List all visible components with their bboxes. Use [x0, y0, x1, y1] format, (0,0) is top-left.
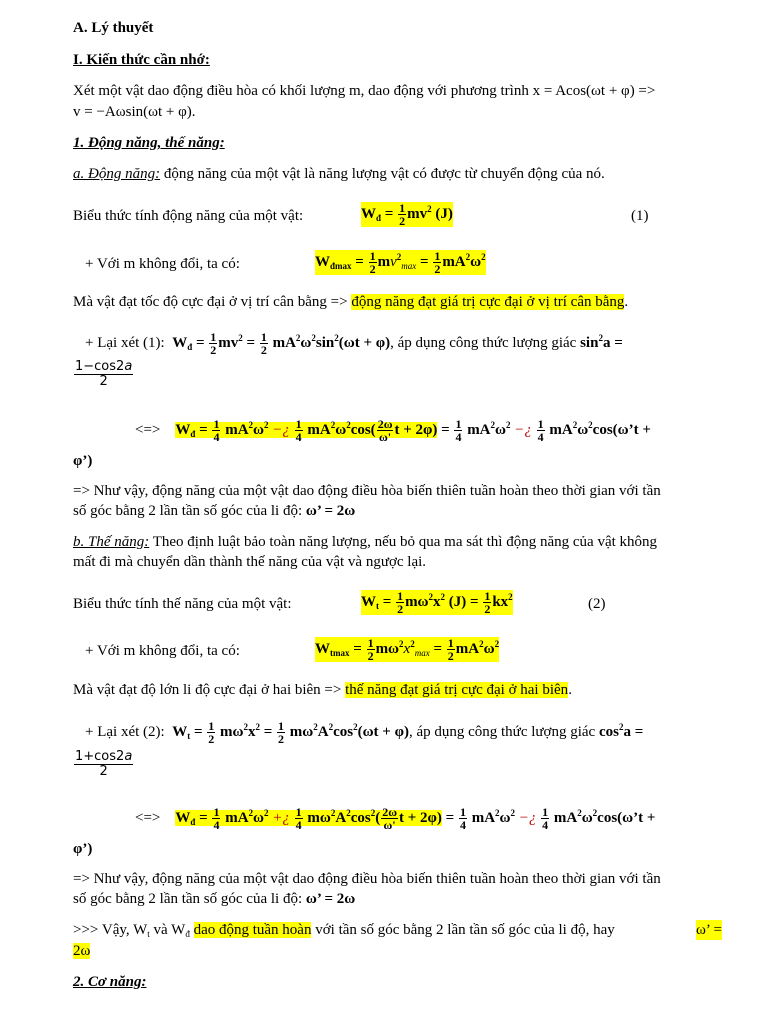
potential-definition-1 [73, 532, 722, 552]
kinetic-m-const: + Với m không đổi, ta có: [85, 256, 240, 272]
summary-line-1: >>> Vậy, $W_t$ và $W_đ$ dao động tuần hoàn với tần số góc bằng 2 lần tần số góc của li độ, hay ω’ = [73, 922, 722, 939]
potential-m-const: + Với m không đổi, ta có: [85, 643, 240, 659]
kinetic-reconsider-row [85, 331, 722, 356]
potential-formula: $W_t$ = $\frac{1}{2}$ $m\omega^2x^2$ (J) = $\frac{1}{2}$ $kx^2$ [361, 589, 513, 616]
kinetic-trig-fraction: $\frac{1-\cos 2a}{2}$ [75, 359, 133, 389]
kinetic-reconsider-a: + Lại xét (1): [85, 334, 165, 351]
kinetic-expansion-row: <=> $W_đ$ = $\frac{1}{4}$ $mA^2\omega^2$ −¿ $\frac{1}{4}$ $mA^2\omega^2\cos$( $\frac{2\omega}{\omega'}$ t + 2φ) = $\frac{1}{4}$ $mA^2\omega^2$ −¿ $\frac{1}{4}$ $mA^2\omega^2\cos(\omega’t$ + [135, 417, 651, 444]
potential-max-note-highlight: thế năng đạt giá trị cực đại ở hai biên [345, 682, 569, 698]
potential-conclusion-2-text: số góc bằng 2 lần tần số góc của li độ: [73, 891, 306, 907]
potential-omega-relation: ω’ = 2ω [305, 891, 356, 907]
summary-d: với tần số góc bằng 2 lần tần số góc của li độ, hay [311, 922, 615, 938]
summary-a: >>> Vậy, W [73, 922, 148, 938]
kinetic-conclusion-2-text: số góc bằng 2 lần tần số góc của li độ: [73, 503, 306, 519]
summary-b: và W [149, 922, 186, 938]
intro-line-2: v = −Aωsin(ωt + φ). [73, 104, 196, 120]
kinetic-reconsider-formula: $W_đ$ = $\frac{1}{2}$ $mv^2$ = $\frac{1}{2}$ $mA^2\omega^2\sin^2(\omega t + \varphi)$ [168, 330, 391, 357]
section-1-title: I. Kiến thức cần nhớ: [73, 52, 210, 68]
kinetic-conclusion-2 [73, 501, 722, 521]
kinetic-label: a. Động năng: [73, 166, 161, 182]
summary-highlight: dao động tuần hoàn [193, 922, 312, 938]
potential-reconsider-row [85, 720, 722, 745]
potential-conclusion-2 [73, 889, 722, 909]
kinetic-formula: $W_đ$ = $\frac{1}{2}$ $mv^2$ (J) [361, 201, 453, 228]
potential-label: b. Thế năng: [73, 534, 150, 550]
kinetic-expression-row [73, 201, 722, 228]
summary-omega-eq: ω’ = [696, 922, 722, 938]
kinetic-expansion-result: = $\frac{1}{4}$ $mA^2\omega^2$ −¿ $\frac{1}{4}$ $mA^2\omega^2\cos(\omega’t$ + [441, 417, 651, 444]
kinetic-max-note: Mà vật đạt tốc độ cực đại ở vị trí cân bằng => động năng đạt giá trị cực đại ở vị trí cân bằng. [73, 294, 629, 310]
intro-line-1: Xét một vật dao động điều hòa có khối lượng m, dao động với phương trình x = Acos(ωt + φ) => [73, 83, 656, 99]
potential-expansion-tail: φ’) [73, 841, 93, 857]
potential-max-note-a: Mà vật đạt độ lớn li độ cực đại ở hai biên => [73, 682, 346, 698]
potential-reconsider-b: , áp dụng công thức lượng giác [408, 723, 599, 740]
potential-expr-text: Biểu thức tính thế năng của một vật: [73, 596, 292, 612]
potential-eq-num: (2) [588, 596, 606, 612]
potential-def-1: Theo định luật bảo toàn năng lượng, nếu bỏ qua ma sát thì động năng của vật không [149, 534, 658, 550]
potential-definition-2: mất đi mà chuyển dần thành thế năng của vật và ngược lại. [73, 554, 427, 570]
potential-conclusion-1: => Như vậy, động năng của một vật dao động điều hòa biến thiên tuần hoàn theo thời gian với tần [73, 871, 661, 887]
potential-expression-row [73, 589, 722, 616]
kinetic-expansion-tail: φ’) [73, 453, 93, 469]
heading-mechanical: 2. Cơ năng: [73, 974, 147, 990]
section-a-title: A. Lý thuyết [73, 20, 154, 36]
kinetic-max-formula: $W_{đmax}$ = $\frac{1}{2}$ $mv^2_{max}$ = $\frac{1}{2}$ $mA^2\omega^2$ [315, 249, 486, 276]
summary-line-2 [73, 941, 722, 961]
kinetic-max-note-highlight: động năng đạt giá trị cực đại ở vị trí cân bằng [351, 294, 625, 310]
kinetic-expr-text: Biểu thức tính động năng của một vật: [73, 208, 304, 224]
potential-reconsider-a: + Lại xét (2): [85, 723, 165, 740]
potential-trig-fraction: $\frac{1+\cos 2a}{2}$ [75, 749, 133, 779]
summary-2omega: 2ω [73, 943, 91, 959]
potential-max-note: Mà vật đạt độ lớn li độ cực đại ở hai biên => thế năng đạt giá trị cực đại ở hai biên. [73, 682, 572, 698]
kinetic-max-note-a: Mà vật đạt tốc độ cực đại ở vị trí cân bằng => [73, 294, 352, 310]
kinetic-definition [73, 164, 722, 184]
kinetic-expansion-formula: $W_đ$ = $\frac{1}{4}$ $mA^2\omega^2$ −¿ $\frac{1}{4}$ $mA^2\omega^2\cos$( $\frac{2\omega}{\omega'}$ t + 2φ) [175, 417, 438, 444]
kinetic-trig-identity: $\sin^2a$ = [580, 332, 623, 351]
kinetic-eq-num: (1) [631, 208, 649, 224]
heading-kinetic-potential: 1. Động năng, thế năng: [73, 135, 225, 151]
kinetic-omega-relation: ω’ = 2ω [305, 503, 356, 519]
kinetic-reconsider-b: , áp dụng công thức lượng giác [390, 334, 581, 351]
potential-trig-identity: $\cos^2a$ = [598, 721, 644, 740]
potential-max-row [85, 636, 722, 663]
potential-expansion-result: = $\frac{1}{4}$ $mA^2\omega^2$ −¿ $\frac{1}{4}$ $mA^2\omega^2\cos(\omega’t$ + [445, 805, 656, 832]
kinetic-conclusion-1: => Như vậy, động năng của một vật dao động điều hòa biến thiên tuần hoàn theo thời gian với tần [73, 483, 661, 499]
potential-max-formula: $W_{tmax}$ = $\frac{1}{2}$ $m\omega^2x^2_{max}$ = $\frac{1}{2}$ $mA^2\omega^2$ [315, 636, 500, 663]
kinetic-def-text: động năng của một vật là năng lượng vật có được từ chuyển động của nó. [160, 166, 605, 182]
potential-expansion-formula: $W_đ$ = $\frac{1}{4}$ $mA^2\omega^2$ +¿ $\frac{1}{4}$ $m\omega^2A^2\cos^2$( $\frac{2\omega}{\omega'}$ t + 2φ) [175, 805, 442, 832]
potential-expansion-row: <=> $W_đ$ = $\frac{1}{4}$ $mA^2\omega^2$ +¿ $\frac{1}{4}$ $m\omega^2A^2\cos^2$( $\frac{2\omega}{\omega'}$ t + 2φ) = $\frac{1}{4}$ $mA^2\omega^2$ −¿ $\frac{1}{4}$ $mA^2\omega^2\cos(\omega’t$ + [135, 805, 656, 832]
kinetic-max-row [85, 249, 722, 276]
potential-reconsider-formula: $W_t$ = $\frac{1}{2}$ $m\omega^2x^2$ = $\frac{1}{2}$ $m\omega^2A^2\cos^2(\omega t + \varphi)$ [168, 719, 409, 746]
